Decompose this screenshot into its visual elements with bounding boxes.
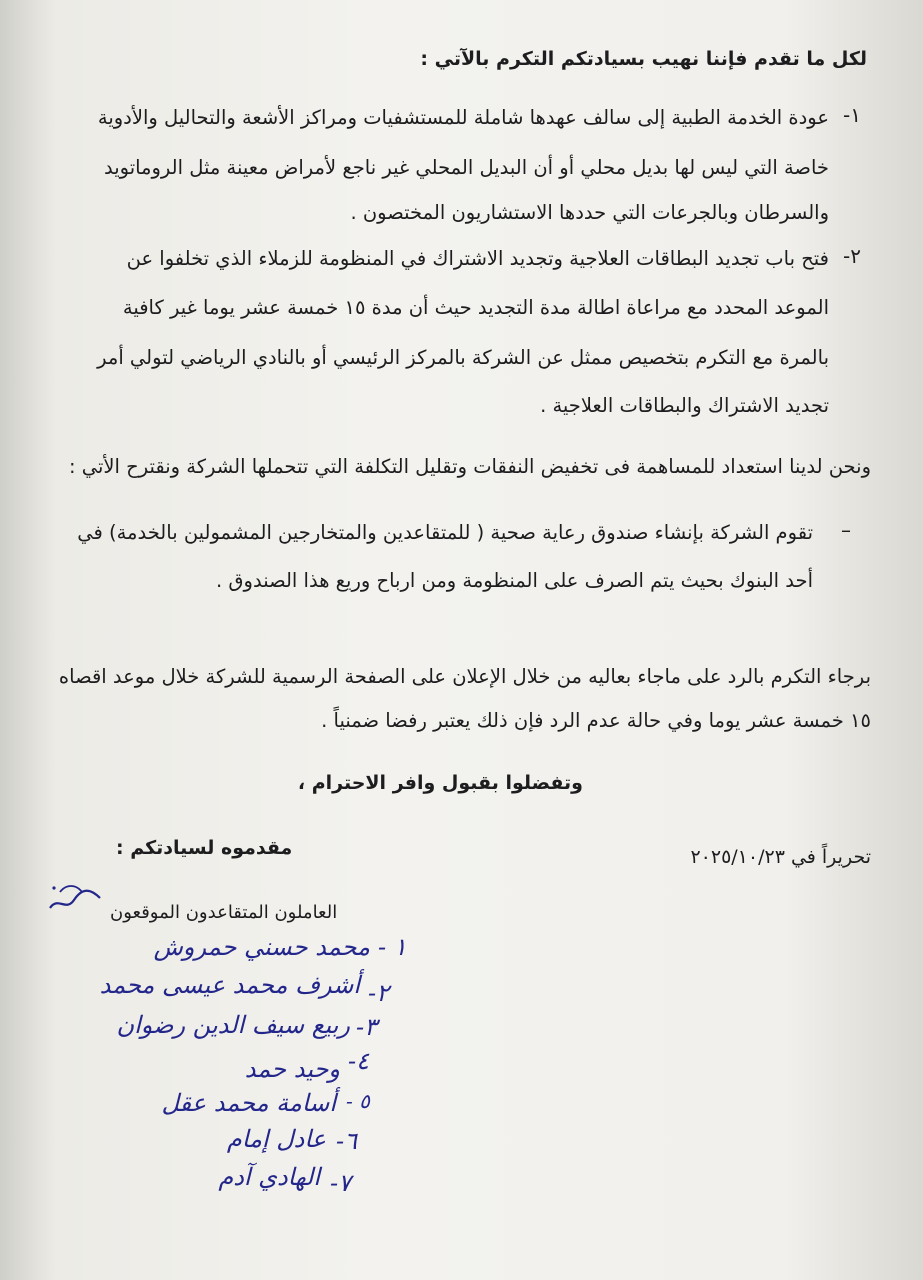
demand-number: ٢- — [843, 244, 861, 268]
signatories-title: العاملون المتقاعدون الموقعون — [110, 902, 338, 923]
demand-number: ١- — [843, 103, 861, 127]
signatory-name: أشرف محمد عيسى محمد — [99, 971, 360, 999]
signatory-name: الهادي آدم — [218, 1163, 320, 1191]
signatory-name: أسامة محمد عقل — [161, 1089, 336, 1117]
demand-line: الموعد المحدد مع مراعاة اطالة مدة التجديد حيث أن مدة ١٥ خمسة عشر يوما غير كافية — [122, 296, 829, 319]
demand-line: والسرطان وبالجرعات التي حددها الاستشاريون المختصون . — [350, 201, 829, 224]
signatory-number: ٥ - — [346, 1089, 370, 1113]
signatory-number: ٤- — [348, 1047, 369, 1075]
signatory-name: ربيع سيف الدين رضوان — [116, 1011, 350, 1039]
demand-line: فتح باب تجديد البطاقات العلاجية وتجديد الاشتراك في المنظومة للزملاء الذي تخلفوا عن — [126, 247, 829, 270]
signatory-name: محمد حسني حمروش — [153, 933, 370, 961]
scribble-icon — [46, 878, 104, 918]
proposal-bullet: – — [841, 518, 851, 542]
demand-line: عودة الخدمة الطبية إلى سالف عهدها شاملة للمستشفيات ومراكز الأشعة والتحاليل والأدوية — [97, 106, 829, 129]
demand-line: خاصة التي ليس لها بديل محلي أو أن البديل المحلي غير ناجع لأمراض معينة مثل الروماتويد — [103, 156, 829, 179]
page-heading: لكل ما تقدم فإننا نهيب بسيادتكم التكرم بالآتي : — [420, 48, 867, 70]
proposal-line: أحد البنوك بحيث يتم الصرف على المنظومة ومن ارباح وريع هذا الصندوق . — [216, 569, 813, 592]
signatory-number: ٢- — [368, 979, 389, 1007]
signatory-number: ٧- — [330, 1169, 351, 1197]
demand-line: تجديد الاشتراك والبطاقات العلاجية . — [540, 394, 829, 417]
proposal-intro: ونحن لدينا استعداد للمساهمة فى تخفيض النفقات وتقليل التكلفة التي تتحملها الشركة ونقترح الأتي : — [68, 455, 871, 478]
submitted-by-label: مقدموه لسيادتكم : — [116, 837, 293, 859]
closing-line: وتفضلوا بقبول وافر الاحترام ، — [297, 772, 583, 794]
signatory-number: ٣- — [356, 1013, 377, 1041]
request-line: ١٥ خمسة عشر يوما وفي حالة عدم الرد فإن ذلك يعتبر رفضا ضمنياً . — [321, 709, 871, 732]
document-date: تحريراً في ٢٠٢٥/١٠/٢٣ — [690, 846, 871, 868]
signatory-number: ١ - — [378, 933, 407, 961]
signatory-number: ٦- — [336, 1127, 357, 1155]
request-line: برجاء التكرم بالرد على ماجاء بعاليه من خلال الإعلان على الصفحة الرسمية للشركة خلال موعد اقصاه — [58, 665, 871, 688]
demand-line: بالمرة مع التكرم بتخصيص ممثل عن الشركة بالمركز الرئيسي أو بالنادي الرياضي لتولي أمر — [97, 346, 829, 369]
proposal-line: تقوم الشركة بإنشاء صندوق رعاية صحية ( للمتقاعدين والمتخارجين المشمولين بالخدمة) في — [77, 521, 813, 544]
signatory-name: وحيد حمد — [244, 1055, 340, 1083]
handwritten-mark — [46, 878, 104, 918]
signatory-name: عادل إمام — [226, 1125, 326, 1153]
